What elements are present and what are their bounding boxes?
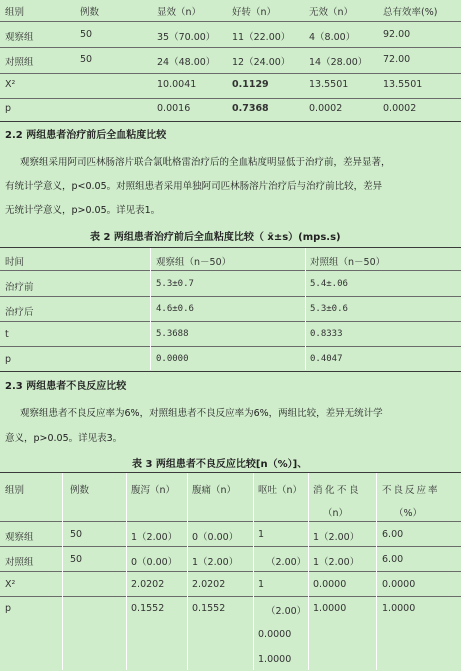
table-bottom-rule [0,371,461,372]
table-rule [0,296,461,297]
table2-cell: 5.3688 [156,329,189,339]
table2-cell: 治疗前 [5,282,34,293]
table3-cell: p [5,603,12,614]
table3-cell: 1（2.00） [313,557,360,568]
table-bottom-rule [0,121,461,122]
paragraph-line: 意义，p>0.05。详见表3。 [5,433,123,444]
table1-cell: 13.5501 [309,79,349,90]
table3-cell: 0.1552 [192,603,226,614]
table3-cell: 2.0202 [131,579,165,590]
table2-cell: 治疗后 [5,307,34,318]
table3-cell: 1.0000 [313,603,347,614]
table1-cell: 0.7368 [232,103,269,114]
table-divider [150,248,151,370]
table3-cell: 1（2.00） [313,532,360,543]
table3-cell: X² [5,579,16,590]
paragraph-line: 观察组采用阿司匹林肠溶片联合氯吡格雷治疗后的全血粘度明显低于治疗前，差异显著， [20,157,391,168]
table1-cell: 0.0016 [157,103,191,114]
table1-header-rate: 总有效率(%) [383,7,438,18]
table3-cell: 0（0.00） [131,557,178,568]
table1-cell: 0.0002 [383,103,417,114]
table1-cell: X² [5,79,16,90]
table3-cell: 2.0202 [192,579,226,590]
table3-cell: 50 [70,554,83,565]
table1-header-improved: 好转（n） [232,7,277,18]
table2-header-observation: 观察组（n－50） [156,257,232,268]
table3-header-diarrhea: 腹泻（n） [131,485,176,496]
table3-cell: （2.00） [266,606,307,617]
table1-cell: 24（48.00） [157,57,216,68]
table1-cell: 0.1129 [232,79,269,90]
table3-cell: 6.00 [382,529,404,540]
table1-cell: 10.0041 [157,79,197,90]
table3-cell: 1 [258,579,265,590]
table3-header-count: 例数 [70,485,90,496]
table2-caption: 表 2 两组患者治疗前后全血粘度比较（ x̄±s）(mps.s) [90,232,341,243]
table-divider [308,473,309,670]
table2-cell: 0.8333 [310,329,343,339]
table1-header-group: 组别 [5,7,25,18]
table2-cell: 5.4±.06 [310,279,348,289]
table-divider [253,473,254,670]
table1-cell: 4（8.00） [309,32,356,43]
table2-cell: 0.0000 [156,354,189,364]
table3-cell: 1.0000 [382,603,416,614]
paragraph-line: 无统计学意义，p>0.05。详见表1。 [5,205,161,216]
table3-cell: （2.00） [266,557,307,568]
table1-cell: 12（24.00） [232,57,291,68]
table-rule [0,98,461,99]
table-rule [0,596,461,597]
table1-cell: 35（70.00） [157,32,216,43]
table-rule [0,270,461,271]
table1-cell: 13.5501 [383,79,423,90]
table-divider [126,473,127,670]
table2-cell: 5.3±0.7 [156,279,194,289]
table-rule [0,21,461,22]
table1-header-count: 例数 [80,7,100,18]
table2-cell: 5.3±0.6 [310,304,348,314]
table3-header-group: 组别 [5,485,25,496]
table3-cell: 0.0000 [382,579,416,590]
section-heading-2-2: 2.2 两组患者治疗前后全血粘度比较 [5,130,167,141]
table1-header-marked: 显效（n） [157,7,202,18]
table3-cell: 0（0.00） [192,532,239,543]
table-top-rule [0,472,461,473]
table-rule [0,521,461,522]
table-divider [62,473,63,670]
table1-cell: 50 [80,29,93,40]
table3-cell: 6.00 [382,554,404,565]
table3-header-vomiting: 呕吐（n） [258,485,303,496]
table-divider [187,473,188,670]
table3-cell: 1（2.00） [192,557,239,568]
table3-cell: 1（2.00） [131,532,178,543]
table1-cell: p [5,103,12,114]
table-rule [0,571,461,572]
table-divider [376,473,377,670]
table-top-rule [0,247,461,248]
table3-header-indigestion: 消化不良 [313,485,362,496]
paragraph-line: 观察组患者不良反应率为6%，对照组患者不良反应率为6%，两组比较，差异无统计学 [20,408,383,419]
table3-header-adverse-rate: 不良反应率 [382,485,440,496]
table2-cell: t [5,329,9,340]
table2-cell: 0.4047 [310,354,343,364]
table3-cell: 50 [70,529,83,540]
table3-header-abdominal-pain: 腹痛（n） [192,485,237,496]
table3-cell: 对照组 [5,557,34,568]
table3-cell: 1 [258,529,265,540]
paragraph-line: 有统计学意义，p<0.05。对照组患者采用单独阿司匹林肠溶片治疗后与治疗前比较，差异 [5,181,383,192]
table-rule [0,73,461,74]
table1-cell: 14（28.00） [309,57,368,68]
table3-caption: 表 3 两组患者不良反应比较[n（%）]、 [132,459,308,470]
table3-header-adverse-rate-unit: （%） [394,508,423,519]
table3-cell: 0.0000 [258,629,292,640]
table3-cell: 0.0000 [313,579,347,590]
table-rule [0,546,461,547]
table1-cell: 对照组 [5,57,34,68]
table3-cell: 1.0000 [258,654,292,665]
table1-cell: 11（22.00） [232,32,291,43]
table2-header-control: 对照组（n－50） [310,257,386,268]
table3-header-indigestion-unit: （n） [323,508,349,519]
table1-cell: 72.00 [383,54,411,65]
table3-cell: 0.1552 [131,603,165,614]
table1-cell: 0.0002 [309,103,343,114]
table-rule [0,346,461,347]
table1-cell: 观察组 [5,32,34,43]
table-divider [305,248,306,370]
table2-header-time: 时间 [5,257,25,268]
table1-cell: 92.00 [383,29,411,40]
table2-cell: p [5,354,12,365]
table-rule [0,47,461,48]
table1-cell: 50 [80,54,93,65]
section-heading-2-3: 2.3 两组患者不良反应比较 [5,381,127,392]
table3-cell: 观察组 [5,532,34,543]
table2-cell: 4.6±0.6 [156,304,194,314]
table1-header-invalid: 无效（n） [309,7,354,18]
table-rule [0,321,461,322]
